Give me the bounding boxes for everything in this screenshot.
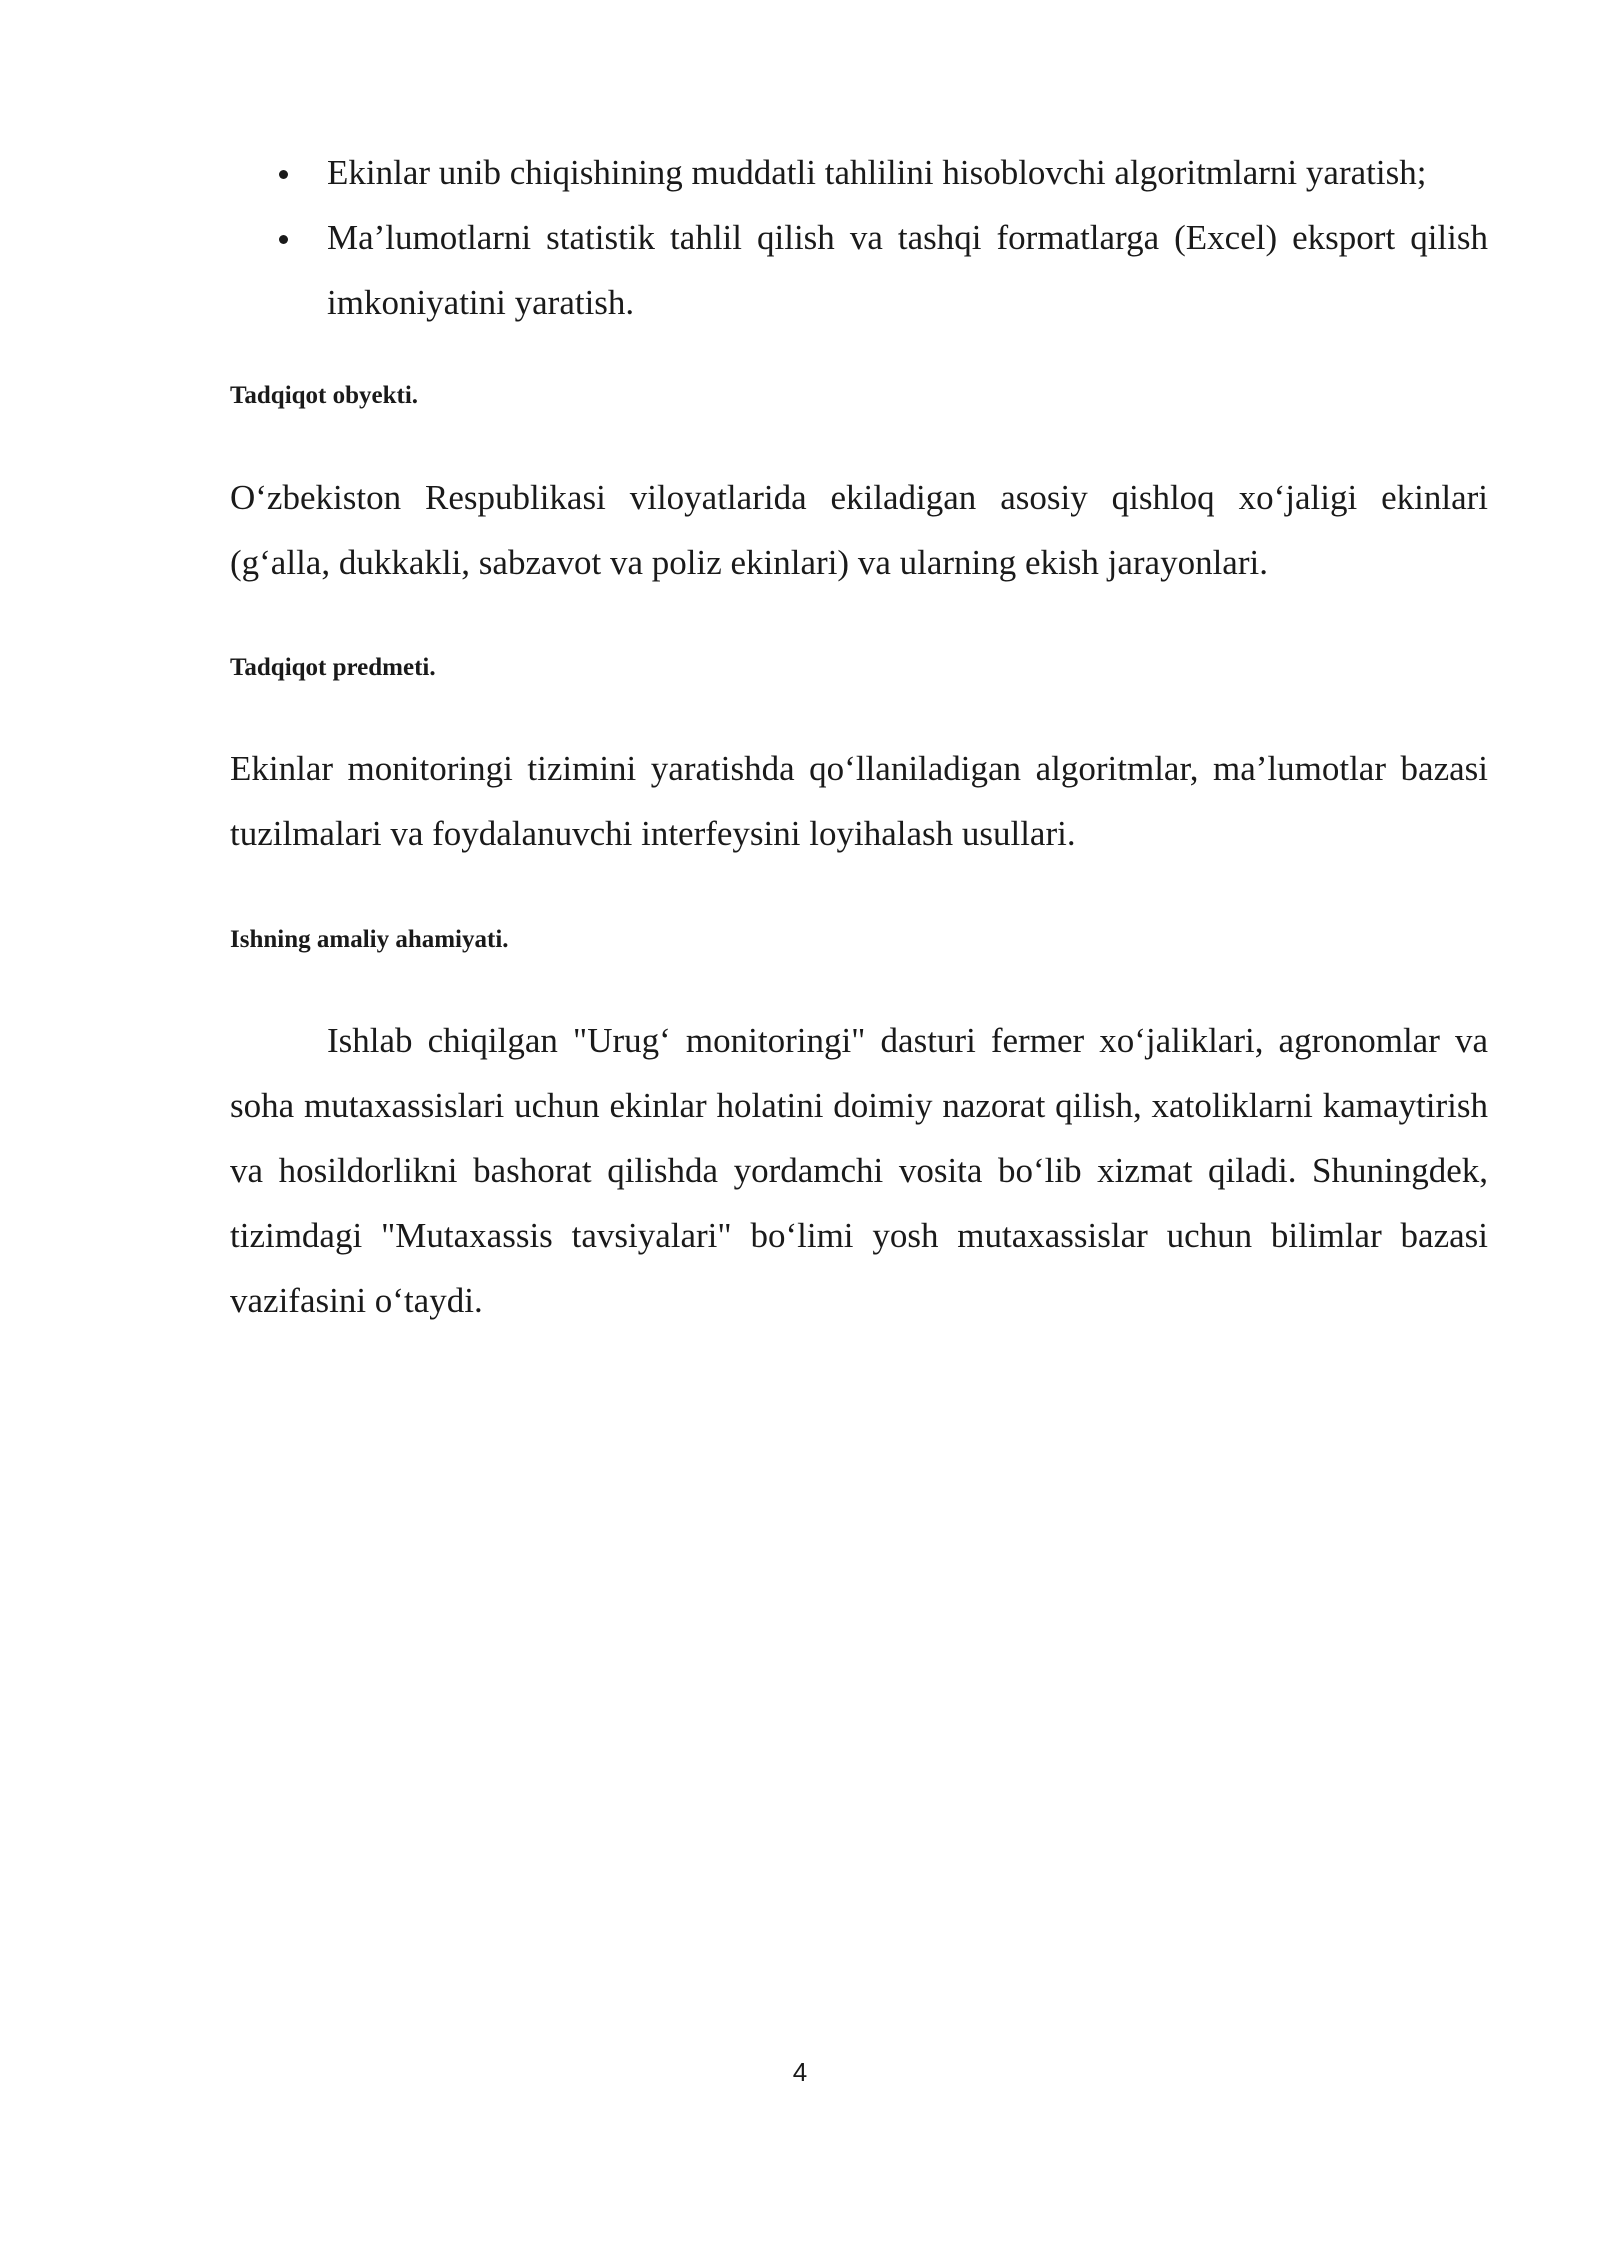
research-subject-heading: Tadqiqot predmeti. [230,654,436,681]
bullet-dot-icon [279,170,288,179]
bullet-dot-icon [279,235,288,244]
goals-bullet-list [230,140,1488,335]
research-object-text: O‘zbekiston Respublikasi viloyatlarida ekiladigan asosiy qishloq xo‘jaligi ekinlari (g‘alla, dukkakli, sabzavot va poliz ekinlari) va ularning ekish jarayonlari. [230,478,1488,582]
research-object-heading: Tadqiqot obyekti. [230,382,419,409]
bullet-item [230,205,1488,335]
bullet-text: Ma’lumotlarni statistik tahlil qilish va tashqi formatlarga (Excel) eksport qilish imkoniyatini yaratish. [327,218,1488,322]
bullet-item [230,140,1488,205]
bullet-text: Ekinlar unib chiqishining muddatli tahlilini hisoblovchi algoritmlarni yaratish; [327,153,1427,192]
practical-significance-heading: Ishning amaliy ahamiyati. [230,926,509,953]
practical-significance-text: Ishlab chiqilgan "Urug‘ monitoringi" dasturi fermer xo‘jaliklari, agronomlar va soha mutaxassislari uchun ekinlar holatini doimiy nazorat qilish, xatoliklarni kamaytirish va hosildorlikni bashorat qilishda yordamchi vosita bo‘lib xizmat qiladi. Shuningdek, tizimdagi "Mutaxassis tavsiyalari" bo‘limi yosh mutaxassislar uchun bilimlar bazasi vazifasini o‘taydi. [230,1021,1488,1320]
research-subject-text: Ekinlar monitoringi tizimini yaratishda qo‘llaniladigan algoritmlar, ma’lumotlar bazasi tuzilmalari va foydalanuvchi interfeysini loyihalash usullari. [230,749,1488,853]
page-body [230,140,1488,1333]
page-number: 4 [792,2057,808,2087]
